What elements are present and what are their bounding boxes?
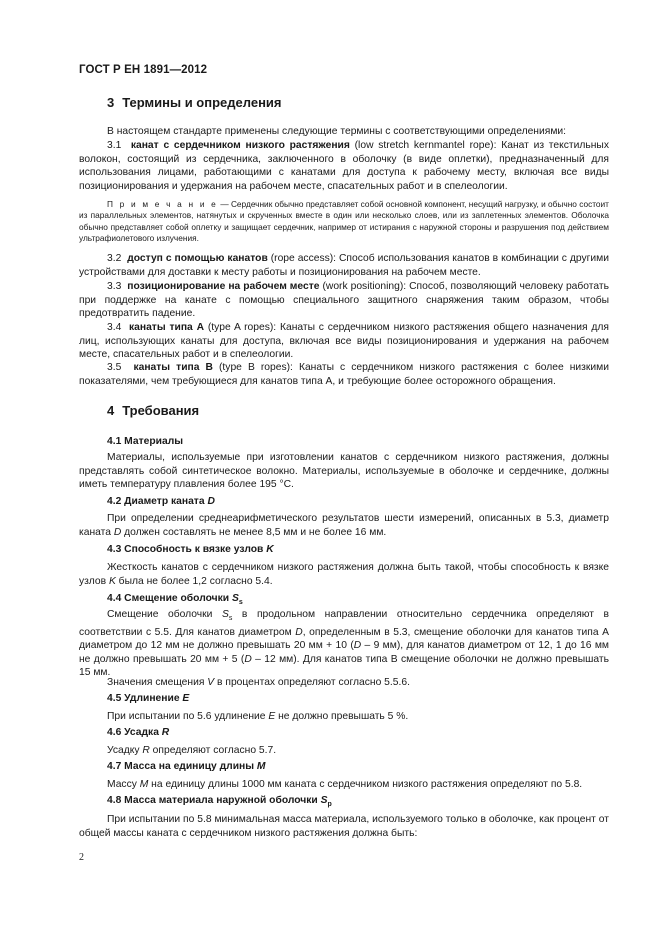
text-run: Значения смещения bbox=[107, 677, 208, 688]
subsection-4-7-text bbox=[79, 778, 609, 792]
symbol-k: K bbox=[108, 575, 116, 587]
text-run: Усадку bbox=[107, 745, 143, 756]
term-3-5-term: канаты типа В bbox=[133, 362, 213, 373]
subsection-4-5-title: 4.5 Удлинение bbox=[107, 693, 183, 704]
note-3-1 bbox=[79, 199, 609, 245]
subsection-4-3-title: 4.3 Способность к вязке узлов bbox=[107, 544, 267, 555]
text-run: на единицу длины 1000 мм каната с сердечником низкого растяжения определяют по 5.8. bbox=[148, 779, 583, 790]
text-run: в процентах определяют согласно 5.5.6. bbox=[214, 677, 410, 688]
subsection-4-2-heading bbox=[107, 496, 215, 507]
subsection-4-8-title: 4.8 Масса материала наружной оболочки bbox=[107, 795, 321, 806]
term-3-2-number: 3.2 bbox=[107, 253, 122, 264]
subsection-4-8-subscript: p bbox=[327, 801, 332, 809]
page-number: 2 bbox=[79, 852, 84, 863]
term-3-4-number: 3.4 bbox=[107, 322, 122, 333]
term-3-4-text: (type A ropes): Канаты с сердечником низкого растяжения общего назначения для лиц, использующих канаты для доступа, включая все виды позиционирования и удержания на рабочем месте, спасательных работ и в спелеологии. bbox=[79, 322, 609, 361]
term-3-3-text: (work positioning): Способ, позволяющий человеку работать при поддержке на канате с помощью специального защитного снаряжения таким образом, чтобы предотвратить падение. bbox=[79, 281, 609, 320]
term-3-5-text: (type B ropes): Канаты с сердечником низкого растяжения с более низкими показателями, чем требующиеся для канатов типа А, и требующие более осторожного обращения. bbox=[79, 362, 609, 387]
subsection-4-8-text: При испытании по 5.8 минимальная масса материала, используемого только в оболочке, как процент от общей массы каната с сердечником низкого растяжения должна быть: bbox=[79, 814, 609, 839]
subsection-4-4-heading bbox=[107, 593, 243, 606]
term-3-2 bbox=[79, 252, 609, 279]
term-3-1-term: канат с сердечником низкого растяжения bbox=[130, 140, 350, 151]
subsection-4-2-symbol: D bbox=[207, 496, 215, 507]
section-3-intro: В настоящем стандарте применены следующие термины с соответствующими определениями: bbox=[107, 126, 567, 137]
symbol-m: M bbox=[139, 779, 149, 790]
subsection-4-6-title: 4.6 Усадка bbox=[107, 727, 162, 738]
subsection-4-6-symbol: R bbox=[161, 727, 170, 738]
subsection-4-7-symbol: M bbox=[256, 761, 266, 772]
subsection-4-3-heading bbox=[107, 544, 274, 555]
section-4-title: Требования bbox=[122, 403, 200, 418]
term-3-4 bbox=[79, 321, 609, 362]
subsection-4-5-text bbox=[79, 710, 609, 724]
text-run: Массу bbox=[107, 779, 140, 790]
subsection-4-3-text bbox=[79, 561, 609, 588]
subsection-4-6-text bbox=[79, 744, 609, 758]
text-run: Смещение оболочки bbox=[107, 609, 222, 620]
subsection-4-6-heading bbox=[107, 727, 169, 738]
term-3-5 bbox=[79, 361, 609, 388]
subsection-4-1-text: Материалы, используемые при изготовлении канатов с сердечником низкого растяжения, должны представлять собой синтетическое волокно. Материалы, используемые в оболочке и сердечнике, должны иметь температуру плавления более 195 °C. bbox=[79, 452, 609, 491]
section-3-heading bbox=[107, 95, 282, 110]
symbol-d: D bbox=[244, 653, 252, 665]
subsection-4-7-heading bbox=[107, 761, 266, 772]
term-3-1 bbox=[79, 139, 609, 193]
section-3-title: Термины и определения bbox=[122, 95, 282, 110]
text-run: в продольном направлении относительно сердечника определяют в соответствии с 5.5. Для канатов диаметром bbox=[79, 609, 610, 638]
term-3-4-term: канаты типа А bbox=[128, 322, 205, 333]
symbol-r: R bbox=[142, 745, 150, 756]
symbol-v: V bbox=[207, 677, 215, 688]
subsection-4-4-title: 4.4 Смещение оболочки bbox=[107, 593, 232, 604]
symbol-d: D bbox=[353, 640, 362, 652]
term-3-3-number: 3.3 bbox=[107, 281, 122, 292]
subsection-4-4-subscript: s bbox=[238, 599, 243, 607]
note-label: П р и м е ч а н и е bbox=[107, 199, 218, 209]
term-3-2-term: доступ с помощью канатов bbox=[127, 253, 268, 264]
symbol-d: D bbox=[113, 526, 122, 538]
text-run: – 9 мм), для канатов диаметром от 12, 1 до 16 мм не должно превышать 20 мм + 5 ( bbox=[79, 640, 609, 665]
subsection-4-4-values bbox=[79, 676, 609, 690]
text-run: , определенным в 5.3, смещение оболочки для канатов типа А диаметром до 12 мм не должно превышать 20 мм + 10 ( bbox=[79, 626, 609, 652]
subsection-4-2-title: 4.2 Диаметр каната bbox=[107, 496, 208, 507]
term-3-2-text: (rope access): Способ использования канатов в комбинации с другими устройствами для доставки к месту работы и позиционирования на рабочем месте. bbox=[79, 253, 610, 278]
subsection-4-2-text bbox=[79, 512, 609, 539]
term-3-1-text: (low stretch kernmantel rope): Канат из текстильных волокон, состоящий из сердечника, заключенного в оболочку (в виде оплетки), предназначенный для использования лицами, работающими с канатами для доступа к рабочему месту, включая все виды позиционирования и удержания на рабочем месте, спасательных работ и в спелеологии. bbox=[79, 140, 609, 192]
note-text: — Сердечник обычно представляет собой основной компонент, несущий нагрузку, и обычно состоит из параллельных элементов, натянутых и скрученных вместе в один или несколько слоев, или из заплетенных элементов. Оболочка обычно представляет собой оплетку и защищает сердечник, например от истирания с наружной стороны и разрушения под действием ультрафиолетового излучения. bbox=[79, 199, 609, 244]
text-run: определяют согласно 5.7. bbox=[149, 745, 277, 756]
document-header: ГОСТ Р ЕН 1891—2012 bbox=[79, 64, 208, 76]
text-run: Жесткость канатов с сердечником низкого растяжения должна быть такой, чтобы способность к вязке узлов bbox=[79, 562, 609, 587]
subsection-4-7-title: 4.7 Масса на единицу длины bbox=[107, 761, 257, 772]
section-4-heading bbox=[107, 403, 199, 418]
term-3-3 bbox=[79, 280, 609, 321]
section-4-number: 4 bbox=[107, 403, 115, 418]
symbol-s: S bbox=[221, 609, 229, 620]
symbol-subscript: s bbox=[228, 615, 233, 623]
term-3-5-number: 3.5 bbox=[107, 362, 122, 373]
subsection-4-4-text bbox=[79, 608, 609, 680]
text-run: должен составлять не менее 8,5 мм и не более 16 мм. bbox=[121, 526, 387, 538]
subsection-4-5-heading bbox=[107, 693, 189, 704]
subsection-4-3-symbol: K bbox=[266, 544, 274, 555]
subsection-4-4-symbol: S bbox=[231, 593, 239, 604]
text-run: При определении среднеарифметического результатов шести измерений, описанных в 5.3, диаметр каната bbox=[79, 513, 609, 538]
subsection-4-8-heading bbox=[107, 795, 332, 808]
symbol-d: D bbox=[295, 626, 303, 638]
symbol-e: E bbox=[268, 711, 276, 722]
term-3-1-number: 3.1 bbox=[107, 140, 122, 151]
subsection-4-1-heading: 4.1 Материалы bbox=[107, 436, 184, 447]
section-3-number: 3 bbox=[107, 95, 115, 110]
subsection-4-8-symbol: S bbox=[320, 795, 328, 806]
term-3-3-term: позиционирование на рабочем месте bbox=[127, 281, 320, 292]
subsection-4-5-symbol: E bbox=[182, 693, 190, 704]
text-run: была не более 1,2 согласно 5.4. bbox=[115, 575, 273, 587]
text-run: При испытании по 5.6 удлинение bbox=[107, 711, 269, 722]
text-run: – 12 мм). Для канатов типа В смещение оболочки не должно превышать 15 мм. bbox=[79, 653, 610, 679]
text-run: не должно превышать 5 %. bbox=[275, 711, 409, 722]
